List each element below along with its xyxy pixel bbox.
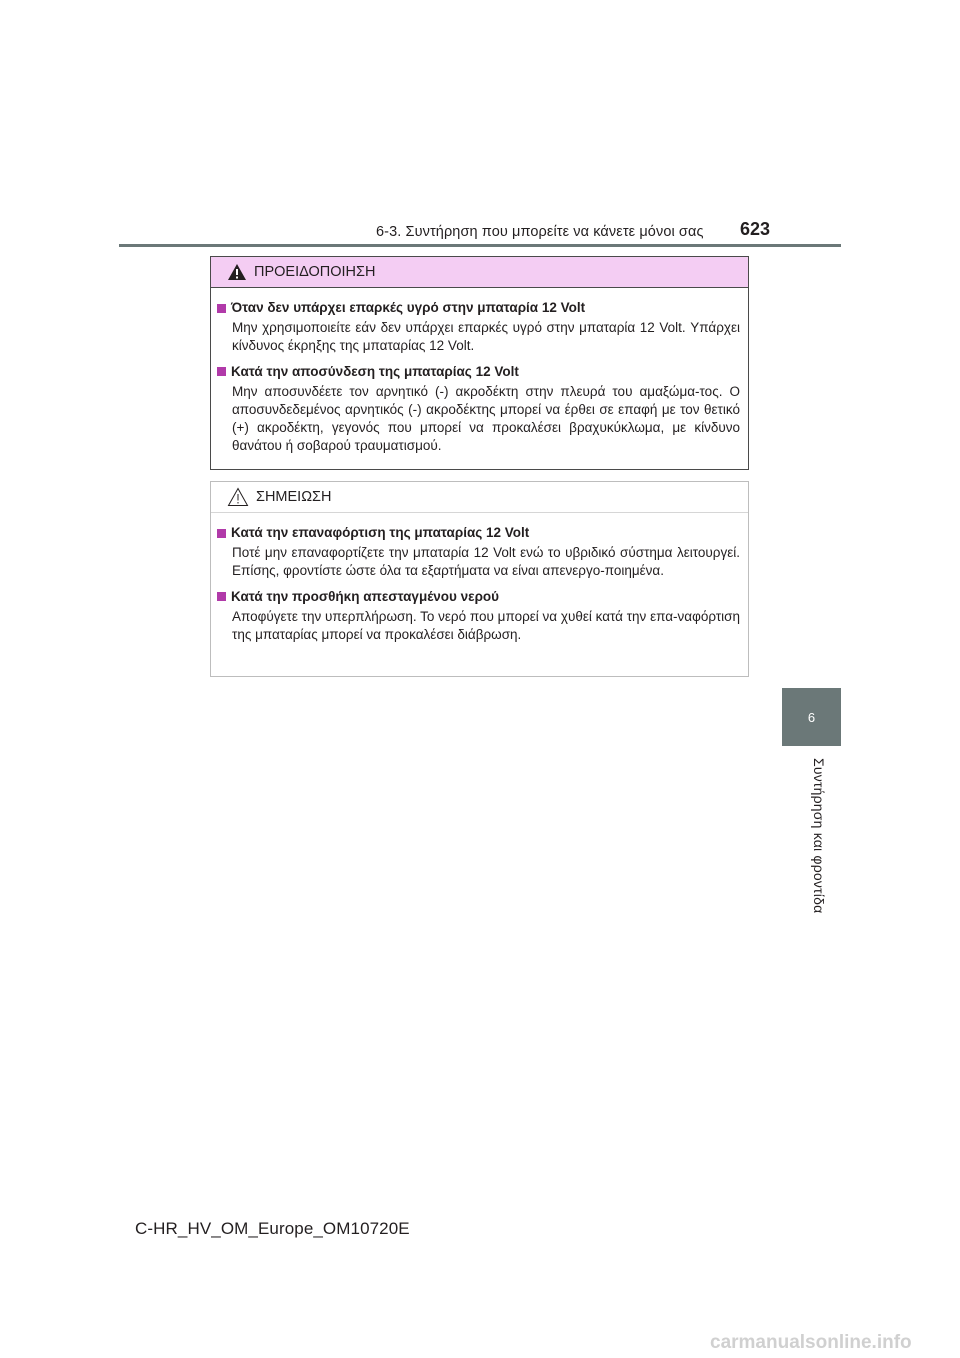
chapter-tab — [782, 688, 841, 746]
watermark: carmanualsonline.info — [710, 1332, 912, 1353]
square-bullet-icon — [217, 367, 226, 376]
caution-triangle-outline-icon — [227, 487, 249, 507]
warning-heading: ΠΡΟΕΙΔΟΠΟΙΗΣΗ — [254, 264, 376, 280]
note-box — [210, 481, 749, 677]
section-title: 6-3. Συντήρηση που μπορείτε να κάνετε μόνοι σας — [376, 224, 704, 240]
note-item — [217, 588, 740, 645]
note-heading: ΣΗΜΕΙΩΣΗ — [256, 489, 332, 505]
square-bullet-icon — [217, 592, 226, 601]
note-item-title: Κατά την επαναφόρτιση της μπαταρίας 12 Volt — [231, 525, 530, 540]
document-id: C-HR_HV_OM_Europe_OM10720E — [135, 1219, 410, 1238]
note-item — [217, 524, 740, 581]
header-divider — [119, 244, 841, 247]
note-item-text: Αποφύγετε την υπερπλήρωση. Το νερό που μπορεί να χυθεί κατά την επα-ναφόρτιση της μπαταρίας μπορεί να προκαλέσει διάβρωση. — [232, 608, 740, 642]
note-item-text: Ποτέ μην επαναφορτίζετε την μπαταρία 12 Volt ενώ το υβριδικό σύστημα λειτουργεί. Επίσης, φροντίστε ώστε όλα τα εξαρτήματα να είναι απενεργο-ποιημένα. — [232, 545, 740, 579]
note-item-title: Κατά την προσθήκη απεσταγμένου νερού — [231, 588, 500, 604]
warning-item-title: Κατά την αποσύνδεση της μπαταρίας 12 Volt — [231, 363, 519, 379]
warning-triangle-icon — [227, 263, 247, 281]
chapter-number: 6 — [807, 709, 816, 725]
warning-item-text: Μην αποσυνδέετε τον αρνητικό (-) ακροδέκτη στην πλευρά του αμαξώμα-τος. Ο αποσυνδεδεμένος αρνητικός (-) ακροδέκτης μπορεί να έρθει σε επαφή με τον θετικό (+) ακροδέκτη, γεγονός που μπορεί να προκαλέσει βραχυκύκλωμα, με κίνδυνο θανάτου ή σοβαρού τραυματισμού. — [232, 383, 740, 454]
note-body — [211, 513, 748, 644]
warning-item — [217, 363, 740, 456]
warning-header — [211, 257, 748, 288]
chapter-title: Συντήρηση και φροντίδα — [811, 758, 827, 914]
warning-item — [217, 299, 740, 356]
square-bullet-icon — [217, 304, 226, 313]
warning-item-text: Μην χρησιμοποιείτε εάν δεν υπάρχει επαρκές υγρό στην μπαταρία 12 Volt. Υπάρχει κίνδυνος έκρηξης της μπαταρίας 12 Volt. — [232, 320, 740, 354]
warning-box — [210, 256, 749, 470]
note-header — [211, 482, 748, 513]
warning-body — [211, 288, 748, 456]
square-bullet-icon — [217, 529, 226, 538]
warning-item-title: Όταν δεν υπάρχει επαρκές υγρό στην μπαταρία 12 Volt — [231, 300, 586, 315]
page-number: 623 — [740, 219, 771, 239]
